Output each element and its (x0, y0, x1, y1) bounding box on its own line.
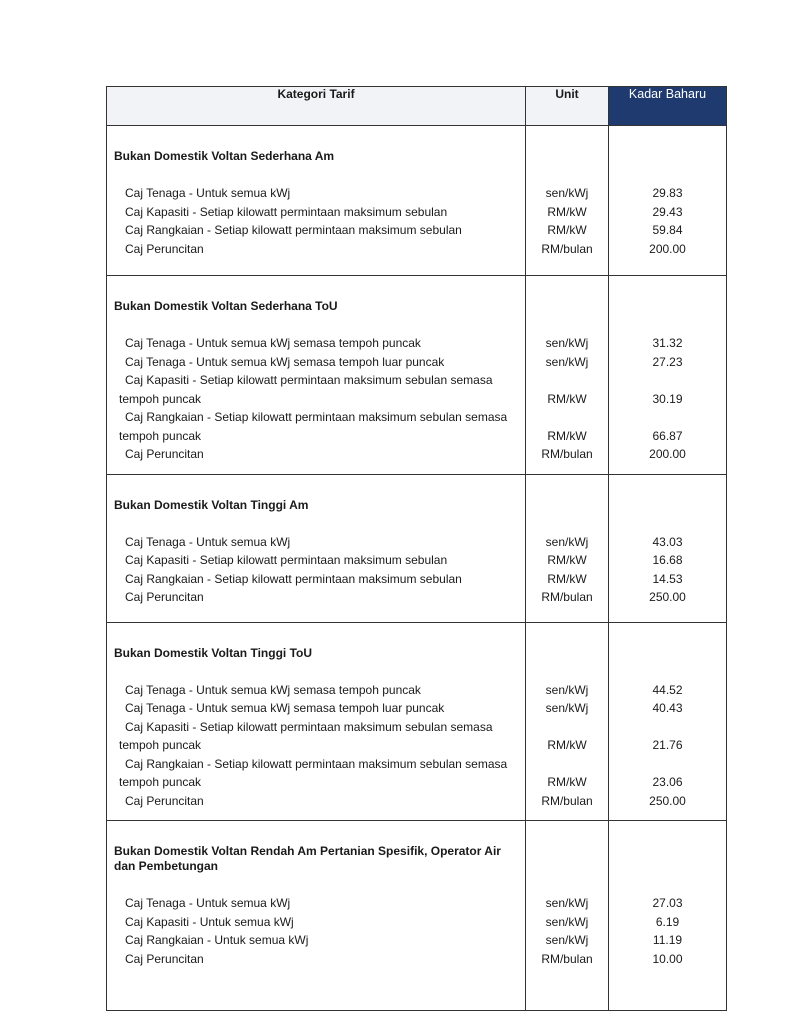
charge-label (107, 184, 525, 203)
charge-label (107, 931, 525, 950)
section-title: Bukan Domestik Voltan Tinggi ToU (114, 645, 313, 660)
rate-value: 29.83 (652, 186, 683, 200)
charge-label (107, 371, 525, 408)
rate-value: 14.53 (652, 571, 683, 586)
charge-label-line: Caj Tenaga - Untuk semua kWj semasa tempoh luar puncak (125, 354, 445, 369)
section-title: Bukan Domestik Voltan Sederhana ToU (114, 299, 338, 313)
table-row (107, 821, 727, 1011)
unit-list (526, 821, 608, 968)
charge-label (107, 445, 525, 464)
charge-label-line: Caj Peruncitan (125, 590, 204, 604)
unit-cell (526, 622, 609, 821)
charge-label (107, 551, 525, 570)
charge-label (107, 894, 525, 913)
rate-cell (609, 126, 727, 276)
rate-value: 200.00 (649, 447, 686, 461)
section-title: Bukan Domestik Voltan Sederhana Am (114, 149, 335, 163)
charge-label (107, 950, 525, 969)
unit-cell (526, 821, 609, 1011)
table-row (107, 126, 727, 276)
rate-value: 250.00 (649, 590, 686, 604)
rate-value: 23.06 (652, 775, 683, 789)
unit-value: RM/bulan (541, 951, 593, 966)
rate-value: 200.00 (649, 241, 686, 256)
rate-value: 6.19 (655, 914, 680, 929)
charge-label-line: Caj Tenaga - Untuk semua kWj (125, 534, 291, 549)
category-cell (107, 276, 526, 475)
unit-value: RM/bulan (541, 590, 593, 604)
charge-label-line: tempoh puncak (119, 738, 202, 752)
rate-value: 40.43 (652, 701, 683, 715)
charge-list (107, 874, 525, 1008)
rate-value: 43.03 (652, 534, 683, 549)
charge-label (107, 570, 525, 589)
charge-label (107, 913, 525, 932)
charge-label-line: Caj Peruncitan (125, 447, 204, 461)
unit-value: RM/bulan (541, 793, 593, 808)
category-cell (107, 821, 526, 1011)
charge-label (107, 699, 525, 718)
unit-value: RM/kW (547, 571, 587, 586)
unit-value: sen/kWj (545, 701, 589, 715)
charge-list (107, 314, 525, 474)
charge-list (107, 513, 525, 617)
section-title: Bukan Domestik Voltan Tinggi Am (114, 497, 309, 512)
charge-label (107, 755, 525, 792)
rate-value: 10.00 (652, 951, 683, 966)
category-cell (107, 126, 526, 276)
unit-value: sen/kWj (545, 682, 589, 697)
unit-value: sen/kWj (545, 534, 589, 549)
rate-cell (609, 821, 727, 1011)
charge-label-line: Caj Peruncitan (125, 793, 204, 808)
unit-value: sen/kWj (545, 354, 589, 369)
table-row (107, 622, 727, 821)
charge-label-line: Caj Rangkaian - Setiap kilowatt permintaan maksimum sebulan (125, 223, 462, 237)
charge-label-line: Caj Tenaga - Untuk semua kWj semasa tempoh puncak (125, 336, 421, 350)
unit-list (526, 276, 608, 464)
unit-cell (526, 276, 609, 475)
rate-list (609, 475, 726, 607)
charge-label-line: Caj Peruncitan (125, 241, 204, 256)
charge-label (107, 353, 525, 372)
rate-value: 30.19 (652, 391, 683, 406)
rate-cell (609, 622, 727, 821)
unit-value: sen/kWj (545, 933, 589, 947)
rate-value: 44.52 (652, 682, 683, 697)
table-row (107, 276, 727, 475)
unit-value: RM/kW (547, 223, 587, 237)
charge-label (107, 408, 525, 445)
rate-list (609, 623, 726, 811)
rate-value: 16.68 (652, 553, 683, 567)
charge-list (107, 661, 525, 821)
rate-value: 11.19 (652, 933, 683, 947)
charge-label-line: Caj Rangkaian - Setiap kilowatt permintaan maksimum sebulan (125, 571, 462, 586)
tariff-table (106, 86, 727, 1011)
unit-value: RM/kW (547, 428, 587, 443)
rate-cell (609, 276, 727, 475)
rate-list (609, 276, 726, 464)
unit-value: RM/kW (547, 204, 587, 219)
charge-label (107, 588, 525, 607)
table-row (107, 474, 727, 622)
category-cell (107, 622, 526, 821)
rate-cell (609, 474, 727, 622)
header-unit: Unit (526, 87, 609, 126)
header-rate: Kadar Baharu (609, 87, 727, 126)
charge-label-line: tempoh puncak (119, 391, 202, 406)
unit-cell (526, 126, 609, 276)
unit-value: RM/kW (547, 553, 587, 567)
charge-label-line: Caj Kapasiti - Setiap kilowatt permintaan maksimum sebulan (125, 553, 448, 567)
charge-label-line: tempoh puncak (119, 775, 202, 789)
unit-value: sen/kWj (545, 336, 589, 350)
section-title: Bukan Domestik Voltan Rendah Am Pertanian Spesifik, Operator Air dan Pembetungan (114, 844, 501, 873)
unit-value: RM/bulan (541, 447, 593, 461)
unit-cell (526, 474, 609, 622)
charge-label-line: tempoh puncak (119, 428, 202, 443)
charge-label-line: Caj Rangkaian - Untuk semua kWj (125, 933, 309, 947)
charge-label (107, 334, 525, 353)
unit-list (526, 126, 608, 258)
charge-label (107, 718, 525, 755)
rate-value: 250.00 (649, 793, 686, 808)
charge-label-line: Caj Tenaga - Untuk semua kWj semasa tempoh luar puncak (125, 701, 445, 715)
charge-label (107, 221, 525, 240)
unit-value: RM/bulan (541, 241, 593, 256)
charge-label (107, 681, 525, 700)
charge-label-line: Caj Kapasiti - Setiap kilowatt permintaan maksimum sebulan (125, 204, 448, 219)
header-category: Kategori Tarif (107, 87, 526, 126)
unit-value: sen/kWj (545, 186, 589, 200)
charge-label-line: Caj Kapasiti - Setiap kilowatt permintaan maksimum sebulan semasa (125, 719, 493, 734)
category-cell (107, 474, 526, 622)
rate-value: 21.76 (652, 738, 683, 752)
rate-list (609, 821, 726, 968)
table-body (107, 126, 727, 1011)
charge-label-line: Caj Tenaga - Untuk semua kWj (125, 896, 291, 910)
charge-label-line: Caj Rangkaian - Setiap kilowatt permintaan maksimum sebulan semasa (125, 756, 508, 771)
unit-value: sen/kWj (545, 914, 589, 929)
unit-list (526, 623, 608, 811)
rate-list (609, 126, 726, 258)
charge-label-line: Caj Tenaga - Untuk semua kWj semasa tempoh puncak (125, 682, 421, 697)
unit-value: RM/kW (547, 775, 587, 789)
charge-label-line: Caj Rangkaian - Setiap kilowatt permintaan maksimum sebulan semasa (125, 410, 508, 424)
rate-value: 27.03 (652, 896, 683, 910)
charge-label-line: Caj Kapasiti - Setiap kilowatt permintaan maksimum sebulan semasa (125, 373, 493, 387)
unit-value: RM/kW (547, 738, 587, 752)
rate-value: 27.23 (652, 354, 683, 369)
unit-list (526, 475, 608, 607)
rate-value: 31.32 (652, 336, 683, 350)
unit-value: sen/kWj (545, 896, 589, 910)
rate-value: 29.43 (652, 204, 683, 219)
charge-label (107, 240, 525, 259)
rate-value: 66.87 (652, 428, 683, 443)
rate-value: 59.84 (652, 223, 683, 237)
unit-value: RM/kW (547, 391, 587, 406)
charge-label (107, 533, 525, 552)
charge-label-line: Caj Peruncitan (125, 951, 204, 966)
charge-list (107, 164, 525, 268)
charge-label-line: Caj Kapasiti - Untuk semua kWj (125, 914, 294, 929)
charge-label-line: Caj Tenaga - Untuk semua kWj (125, 186, 291, 200)
charge-label (107, 203, 525, 222)
table-header-row (107, 87, 727, 126)
charge-label (107, 792, 525, 811)
